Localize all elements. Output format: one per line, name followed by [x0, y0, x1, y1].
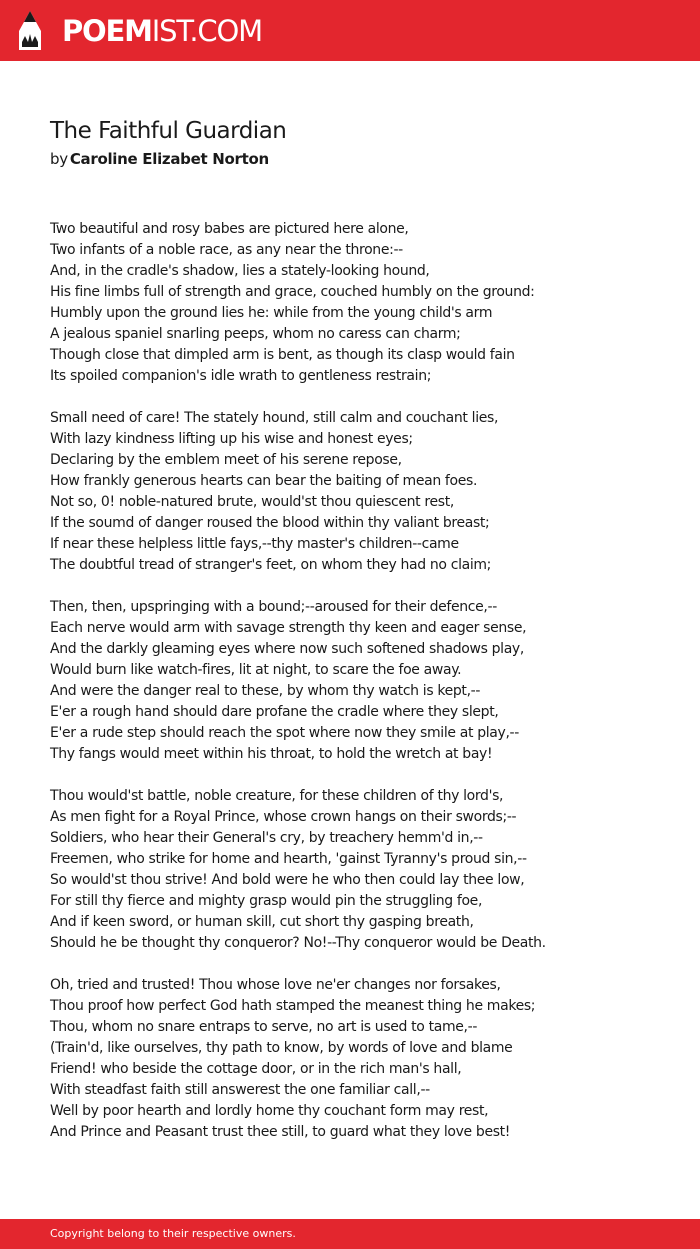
- poem-line: Oh, tried and trusted! Thou whose love ne'er changes nor forsakes,: [50, 977, 501, 993]
- poem-line: Declaring by the emblem meet of his serene repose,: [50, 452, 402, 468]
- poem-stanza: [50, 597, 670, 765]
- site-header: [0, 0, 700, 61]
- poem-line: Well by poor hearth and lordly home thy couchant form may rest,: [50, 1103, 489, 1119]
- site-footer: [0, 1219, 700, 1249]
- poem-stanza: [50, 408, 670, 576]
- site-logo[interactable]: [62, 12, 262, 50]
- poem-line: A jealous spaniel snarling peeps, whom no caress can charm;: [50, 326, 461, 342]
- copyright-text: Copyright belong to their respective owners.: [50, 1227, 296, 1240]
- poem-stanza: [50, 975, 670, 1143]
- poem-stanza: [50, 219, 670, 387]
- poem-line: Two infants of a noble race, as any near the throne:--: [50, 242, 403, 258]
- poem-line: Thou would'st battle, noble creature, for these children of thy lord's,: [50, 788, 504, 804]
- poem-line: E'er a rude step should reach the spot where now they smile at play,--: [50, 725, 519, 741]
- poem-line: Thou proof how perfect God hath stamped the meanest thing he makes;: [50, 998, 536, 1014]
- poem-line: And, in the cradle's shadow, lies a stately-looking hound,: [50, 263, 430, 279]
- poem-line: The doubtful tread of stranger's feet, on whom they had no claim;: [50, 557, 492, 573]
- poem-byline: [50, 149, 269, 169]
- poem-line: And if keen sword, or human skill, cut short thy gasping breath,: [50, 914, 474, 930]
- poem-line: Small need of care! The stately hound, still calm and couchant lies,: [50, 410, 499, 426]
- poem-title: The Faithful Guardian: [50, 118, 287, 144]
- poem-line: How frankly generous hearts can bear the baiting of mean foes.: [50, 473, 478, 489]
- poem-line: For still thy fierce and mighty grasp would pin the struggling foe,: [50, 893, 483, 909]
- poem-line: So would'st thou strive! And bold were he who then could lay thee low,: [50, 872, 525, 888]
- poem-line: Though close that dimpled arm is bent, as though its clasp would fain: [50, 347, 515, 363]
- poem-line: Humbly upon the ground lies he: while from the young child's arm: [50, 305, 493, 321]
- poem-line: Two beautiful and rosy babes are pictured here alone,: [50, 221, 409, 237]
- poem-line: (Train'd, like ourselves, thy path to know, by words of love and blame: [50, 1040, 513, 1056]
- poem-line: E'er a rough hand should dare profane the cradle where they slept,: [50, 704, 499, 720]
- poem-line: If the soumd of danger roused the blood within thy valiant breast;: [50, 515, 490, 531]
- poem-line: Soldiers, who hear their General's cry, by treachery hemm'd in,--: [50, 830, 483, 846]
- logo-brand-light: IST.COM: [151, 14, 262, 48]
- poem-stanza: [50, 786, 670, 954]
- poem-line: Then, then, upspringing with a bound;--aroused for their defence,--: [50, 599, 497, 615]
- poem-line: Its spoiled companion's idle wrath to gentleness restrain;: [50, 368, 432, 384]
- poem-line: As men fight for a Royal Prince, whose crown hangs on their swords;--: [50, 809, 517, 825]
- poem-line: If near these helpless little fays,--thy master's children--came: [50, 536, 459, 552]
- poem-body: [50, 219, 670, 1164]
- poem-line: And the darkly gleaming eyes where now such softened shadows play,: [50, 641, 524, 657]
- poem-line: Freemen, who strike for home and hearth, 'gainst Tyranny's proud sin,--: [50, 851, 527, 867]
- poem-line: Thou, whom no snare entraps to serve, no art is used to tame,--: [50, 1019, 478, 1035]
- poem-line: Should he be thought thy conqueror? No!--Thy conqueror would be Death.: [50, 935, 546, 951]
- poem-line: With lazy kindness lifting up his wise and honest eyes;: [50, 431, 413, 447]
- poem-line: With steadfast faith still answerest the one familiar call,--: [50, 1082, 430, 1098]
- pen-nib-icon[interactable]: [17, 10, 43, 52]
- poem-line: Each nerve would arm with savage strength thy keen and eager sense,: [50, 620, 527, 636]
- by-label: by: [50, 150, 68, 168]
- poem-line: And were the danger real to these, by whom thy watch is kept,--: [50, 683, 481, 699]
- poem-line: Would burn like watch-fires, lit at night, to scare the foe away.: [50, 662, 462, 678]
- logo-brand-bold: POEM: [62, 14, 152, 48]
- poem-line: Not so, 0! noble-natured brute, would'st thou quiescent rest,: [50, 494, 454, 510]
- poem-line: Friend! who beside the cottage door, or in the rich man's hall,: [50, 1061, 462, 1077]
- poem-line: And Prince and Peasant trust thee still, to guard what they love best!: [50, 1124, 511, 1140]
- poem-author: Caroline Elizabet Norton: [69, 150, 269, 168]
- poem-line: Thy fangs would meet within his throat, to hold the wretch at bay!: [50, 746, 493, 762]
- poem-line: His fine limbs full of strength and grace, couched humbly on the ground:: [50, 284, 535, 300]
